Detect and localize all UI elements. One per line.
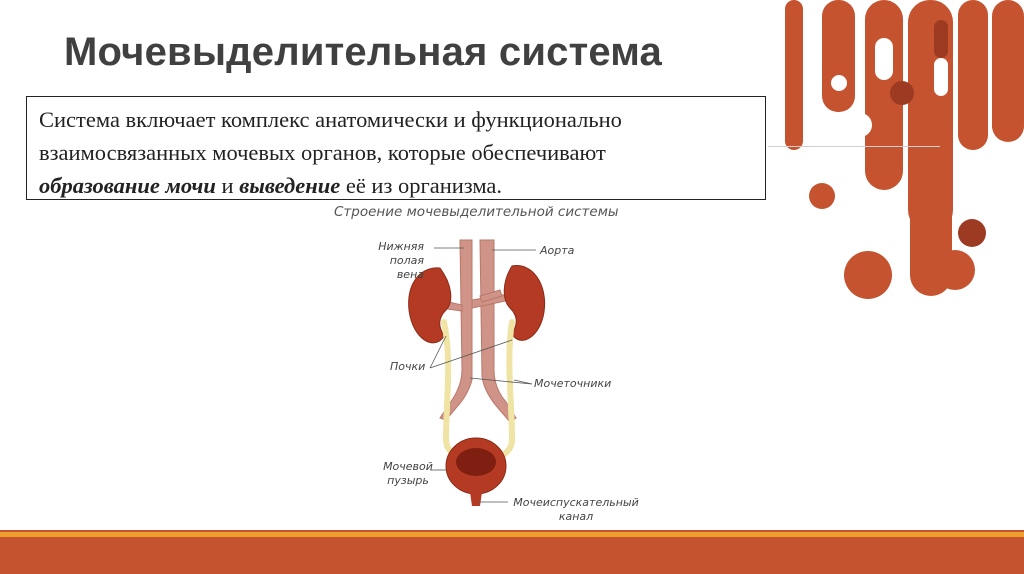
- label-bladder: Мочевой пузырь: [383, 460, 433, 487]
- label-kidneys: Почки: [390, 360, 426, 373]
- figure-title: Строение мочевыделительной системы: [334, 204, 619, 220]
- footer-stripe: [0, 532, 1024, 537]
- label-ureters: Мочеточники: [534, 377, 612, 390]
- definition-line-2: взаимосвязанных мочевых органов, которые обеспечивают: [39, 140, 606, 165]
- label-aorta: Аорта: [540, 244, 575, 257]
- slide-title: Мочевыделительная система: [64, 30, 663, 74]
- bladder: [446, 438, 506, 506]
- definition-line-1: Система включает комплекс анатомически и функционально: [39, 107, 622, 132]
- emphasis-excretion: выведение: [239, 173, 341, 198]
- label-vena-cava: Нижняя полая вена: [378, 240, 424, 281]
- label-urethra: Мочеиспускательный канал: [513, 496, 639, 523]
- emphasis-urine-formation: образование мочи: [39, 173, 216, 198]
- definition-tail: её из организма.: [340, 173, 503, 198]
- conjunction: и: [215, 173, 240, 198]
